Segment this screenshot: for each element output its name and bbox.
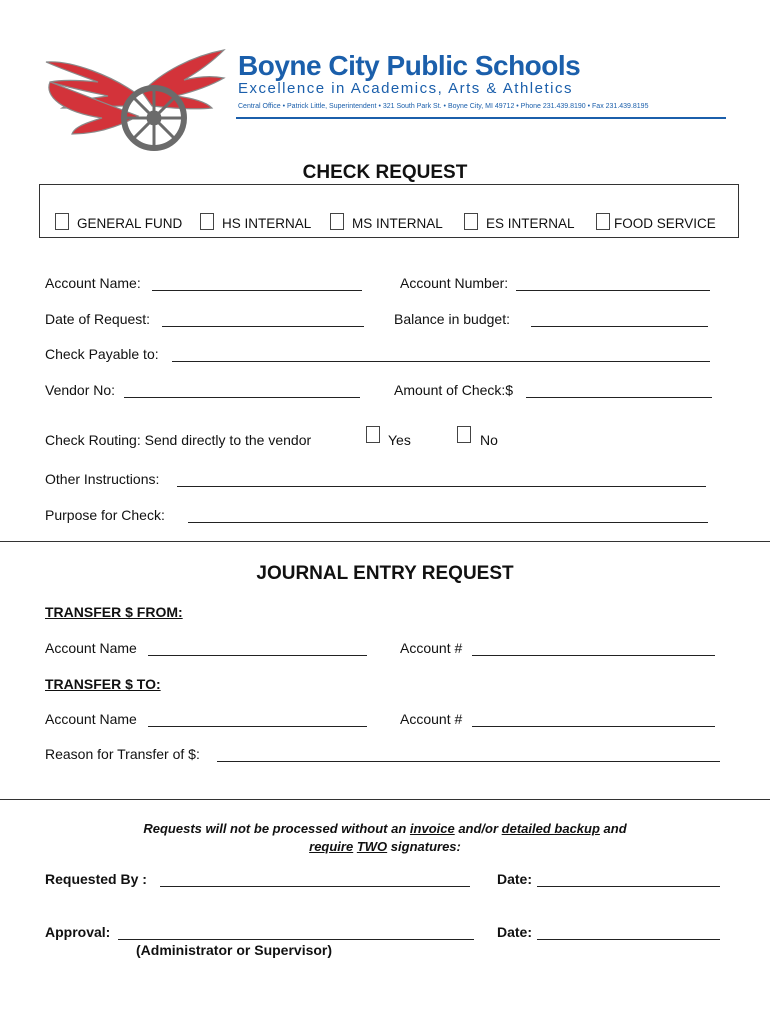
- balance-in-budget-label: Balance in budget:: [394, 311, 510, 327]
- check-payable-to-field[interactable]: [172, 361, 710, 362]
- amount-of-check-field[interactable]: [526, 397, 712, 398]
- hs-internal-checkbox[interactable]: [200, 213, 214, 230]
- from-account-name-label: Account Name: [45, 640, 137, 656]
- check-routing-label: Check Routing: Send directly to the vendor: [45, 432, 312, 448]
- ms-internal-label: MS INTERNAL: [352, 216, 443, 231]
- requested-date-label: Date:: [497, 871, 533, 887]
- purpose-for-check-field[interactable]: [188, 522, 708, 523]
- vendor-no-label: Vendor No:: [45, 382, 116, 398]
- reason-for-transfer-label: Reason for Transfer of $:: [45, 746, 200, 762]
- es-internal-checkbox[interactable]: [464, 213, 478, 230]
- notice-text-2: and/or: [454, 821, 502, 836]
- notice-two: TWO: [356, 839, 388, 854]
- processing-notice: [0, 820, 770, 856]
- notice-text-3: and: [599, 821, 627, 836]
- food-service-checkbox[interactable]: [596, 213, 610, 230]
- routing-no-checkbox[interactable]: [457, 426, 471, 443]
- approval-date-label: Date:: [497, 924, 533, 940]
- to-account-name-label: Account Name: [45, 711, 137, 727]
- approval-field[interactable]: [118, 939, 474, 940]
- requested-by-field[interactable]: [160, 886, 470, 887]
- general-fund-checkbox[interactable]: [55, 213, 69, 230]
- amount-of-check-label: Amount of Check:$: [394, 382, 514, 398]
- requested-date-field[interactable]: [537, 886, 720, 887]
- school-tagline: Excellence in Academics, Arts & Athletics: [238, 80, 573, 97]
- to-account-number-field[interactable]: [472, 726, 715, 727]
- account-name-label: Account Name:: [45, 275, 141, 291]
- notice-text-4: signatures:: [387, 839, 461, 854]
- check-payable-to-label: Check Payable to:: [45, 346, 159, 362]
- approval-date-field[interactable]: [537, 939, 720, 940]
- requested-by-label: Requested By :: [45, 871, 147, 887]
- notice-require: require: [309, 839, 354, 854]
- account-name-field[interactable]: [152, 290, 362, 291]
- balance-in-budget-field[interactable]: [531, 326, 708, 327]
- from-account-number-field[interactable]: [472, 655, 715, 656]
- section-divider-2: [0, 799, 770, 800]
- from-account-name-field[interactable]: [148, 655, 367, 656]
- to-account-number-label: Account #: [400, 711, 463, 727]
- notice-text-1: Requests will not be processed without an: [143, 821, 410, 836]
- header-rule: [236, 117, 726, 119]
- date-of-request-field[interactable]: [162, 326, 364, 327]
- journal-entry-title: JOURNAL ENTRY REQUEST: [256, 563, 514, 584]
- notice-backup: detailed backup: [501, 821, 600, 836]
- routing-yes-checkbox[interactable]: [366, 426, 380, 443]
- hs-internal-label: HS INTERNAL: [222, 216, 312, 231]
- transfer-to-heading: TRANSFER $ TO:: [45, 676, 161, 692]
- address-line: Central Office • Patrick Little, Superintendent • 321 South Park St. • Boyne City, MI 49712 • Phone 231.439.8190 • Fax 231.439.8195: [238, 103, 649, 110]
- food-service-label: FOOD SERVICE: [614, 216, 716, 231]
- from-account-number-label: Account #: [400, 640, 463, 656]
- purpose-for-check-label: Purpose for Check:: [45, 507, 165, 523]
- routing-yes-label: Yes: [388, 432, 411, 448]
- es-internal-label: ES INTERNAL: [486, 216, 575, 231]
- reason-for-transfer-field[interactable]: [217, 761, 720, 762]
- school-name: Boyne City Public Schools: [238, 50, 581, 81]
- logo-wings-wheel: [42, 46, 228, 158]
- other-instructions-label: Other Instructions:: [45, 471, 160, 487]
- section-divider: [0, 541, 770, 542]
- check-request-title: CHECK REQUEST: [302, 162, 468, 183]
- approval-note: (Administrator or Supervisor): [136, 942, 333, 958]
- account-number-field[interactable]: [516, 290, 710, 291]
- approval-label: Approval:: [45, 924, 111, 940]
- transfer-from-heading: TRANSFER $ FROM:: [45, 604, 183, 620]
- general-fund-label: GENERAL FUND: [77, 216, 183, 231]
- other-instructions-field[interactable]: [177, 486, 706, 487]
- to-account-name-field[interactable]: [148, 726, 367, 727]
- vendor-no-field[interactable]: [124, 397, 360, 398]
- routing-no-label: No: [480, 432, 498, 448]
- notice-invoice: invoice: [409, 821, 455, 836]
- ms-internal-checkbox[interactable]: [330, 213, 344, 230]
- date-of-request-label: Date of Request:: [45, 311, 151, 327]
- account-number-label: Account Number:: [400, 275, 509, 291]
